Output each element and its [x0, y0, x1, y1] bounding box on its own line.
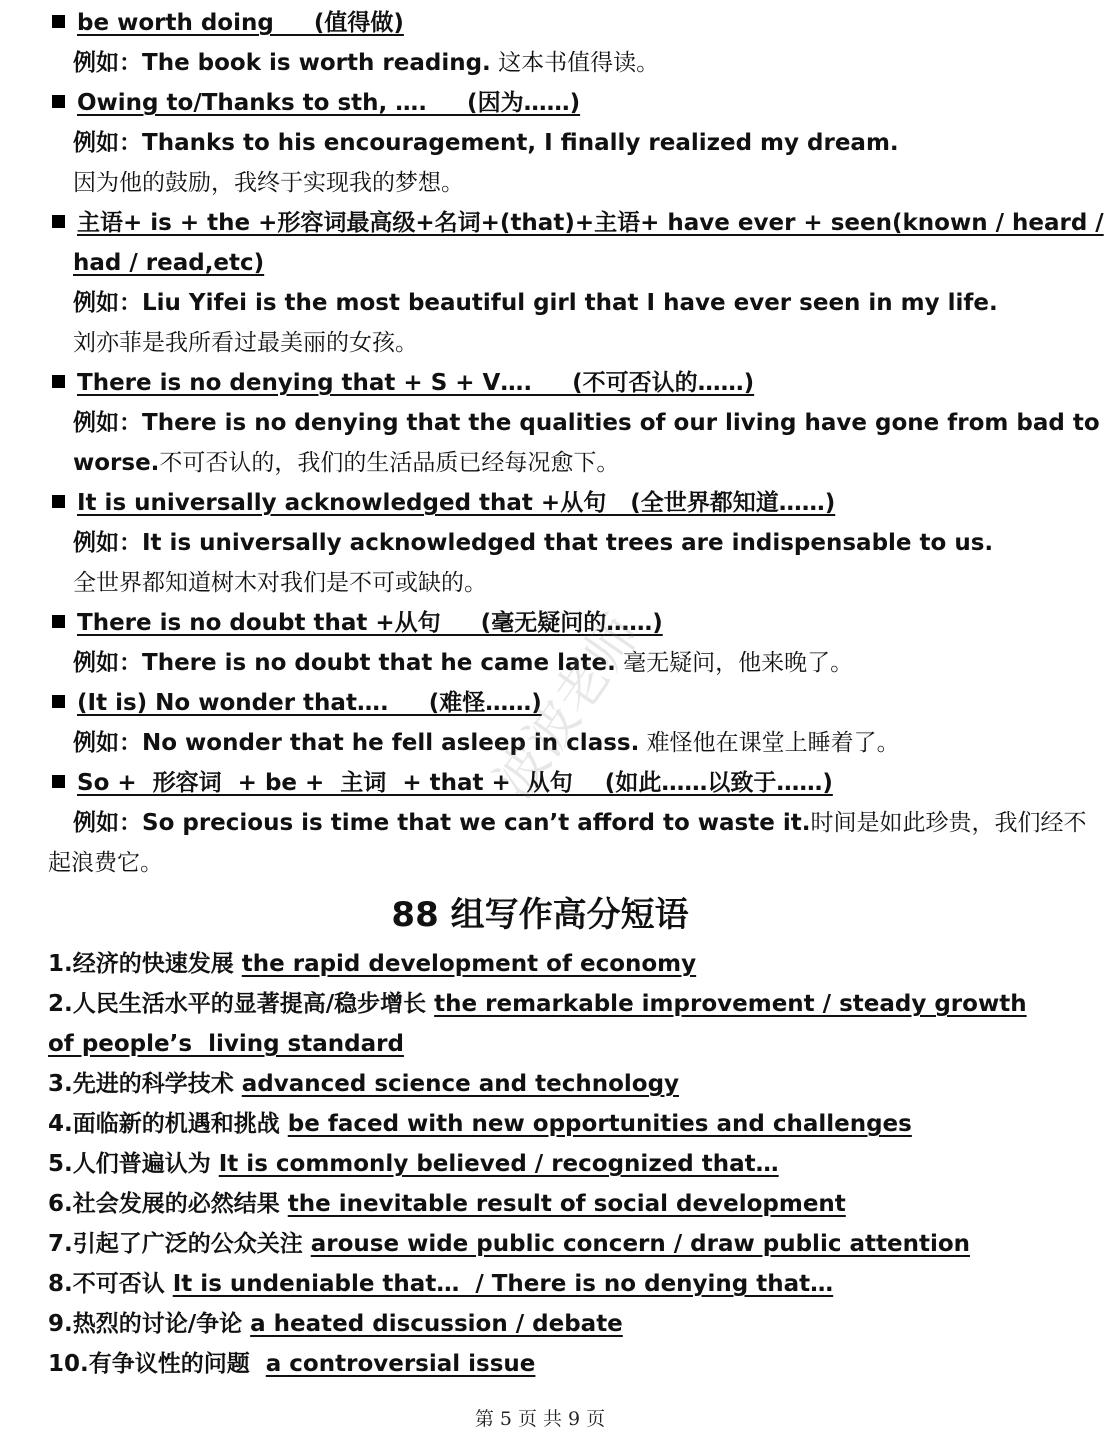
example-en: 例如：Liu Yifei is the most beautiful girl that I have ever seen in my life. [73, 290, 998, 316]
phrase-zh: 9.热烈的讨论/争论 [48, 1311, 251, 1337]
phrase-item [48, 984, 1044, 1024]
example-zh: 起浪费它。 [48, 850, 163, 876]
phrase-zh: 7.引起了广泛的公众关注 [48, 1231, 311, 1257]
example-en: 例如：So precious is time that we can’t afford to waste it. [73, 810, 811, 836]
example-line [73, 523, 1044, 563]
example-line [73, 563, 1044, 603]
example-line [73, 283, 1044, 323]
example-en: 例如：It is universally acknowledged that trees are indispensable to us. [73, 530, 994, 556]
phrase-zh: 1.经济的快速发展 [48, 951, 242, 977]
phrase-item [48, 1064, 1044, 1104]
phrase-item [48, 944, 1044, 984]
square-bullet-icon [52, 95, 65, 108]
entry-phrase [48, 3, 1044, 43]
phrase-zh: 10.有争议性的问题 [48, 1351, 266, 1377]
square-bullet-icon [52, 15, 65, 28]
example-line [73, 323, 1044, 363]
entry-phrase [48, 483, 1044, 523]
example-en: 例如：Thanks to his encouragement, I finally realized my dream. [73, 130, 899, 156]
example-line [73, 123, 1044, 163]
phrase-zh: 2.人民生活水平的显著提高/稳步增长 [48, 991, 435, 1017]
phrase-en: arouse wide public concern / draw public attention [310, 1231, 971, 1257]
phrase-en: a heated discussion / debate [250, 1311, 623, 1337]
phrase-en: be faced with new opportunities and challenges [287, 1111, 912, 1137]
entry-phrase [48, 83, 1044, 123]
watermark: 波波老师 [483, 604, 653, 810]
phrase-en: It is undeniable that… / There is no denying that… [172, 1271, 834, 1297]
phrase-item [48, 1304, 1044, 1344]
phrase-text: There is no denying that + S + V…. (不可否认的……) [77, 370, 755, 396]
example-en: 例如：There is no doubt that he came late. [73, 650, 616, 676]
phrase-text: had / read,etc) [73, 250, 265, 276]
example-line [73, 443, 1044, 483]
example-line [73, 163, 1044, 203]
entry-phrase [48, 203, 1104, 243]
phrase-zh: 4.面临新的机遇和挑战 [48, 1111, 288, 1137]
phrase-text: Owing to/Thanks to sth, …. (因为……) [77, 90, 581, 116]
square-bullet-icon [52, 495, 65, 508]
example-zh: 难怪他在课堂上睡着了。 [639, 730, 900, 756]
phrase-text: be worth doing (值得做) [77, 10, 404, 36]
phrase-item-cont [48, 1024, 1044, 1064]
example-zh: 全世界都知道树木对我们是不可或缺的。 [73, 570, 487, 596]
phrase-en: advanced science and technology [241, 1071, 680, 1097]
section-title: 88 组写作高分短语 [391, 895, 689, 935]
phrase-text: It is universally acknowledged that +从句 (全世界都知道……) [77, 490, 836, 516]
square-bullet-icon [52, 375, 65, 388]
square-bullet-icon [52, 215, 65, 228]
phrase-item [48, 1104, 1044, 1144]
phrase-item [48, 1144, 1044, 1184]
phrase-item [48, 1184, 1044, 1224]
phrase-zh: 8.不可否认 [48, 1271, 173, 1297]
example-zh: 时间是如此珍贵，我们经不 [810, 810, 1087, 836]
phrase-zh: 3.先进的科学技术 [48, 1071, 242, 1097]
example-zh: 刘亦菲是我所看过最美丽的女孩。 [73, 330, 418, 356]
phrase-item [48, 1264, 1044, 1304]
phrase-en: It is commonly believed / recognized that… [218, 1151, 779, 1177]
phrase-item [48, 1344, 1044, 1384]
square-bullet-icon [52, 615, 65, 628]
phrase-en: a controversial issue [265, 1351, 536, 1377]
entry-phrase [48, 603, 1044, 643]
entry-phrase [48, 363, 1044, 403]
example-en: 例如：The book is worth reading. [73, 50, 491, 76]
phrase-text: 主语+ is + the +形容词最高级+名词+(that)+主语+ have ever + seen(known / heard / [77, 210, 1104, 236]
phrase-en: the inevitable result of social development [287, 1191, 846, 1217]
example-en: 例如：No wonder that he fell asleep in class. [73, 730, 640, 756]
phrase-en: the remarkable improvement / steady growth [434, 991, 1027, 1017]
phrase-text: So + 形容词 + be + 主词 + that + 从句 (如此……以致于……) [77, 770, 833, 796]
example-line [73, 43, 1044, 83]
example-line [73, 403, 1100, 443]
example-zh: 毫无疑问，他来晚了。 [615, 650, 854, 676]
phrase-en: the rapid development of economy [241, 951, 697, 977]
square-bullet-icon [52, 775, 65, 788]
example-line [73, 803, 1087, 843]
example-en: worse. [73, 450, 160, 476]
entry-phrase-cont [73, 243, 1044, 283]
example-en: 例如：There is no denying that the qualities of our living have gone from bad to [73, 410, 1100, 436]
phrase-text: (It is) No wonder that…. (难怪……) [77, 690, 542, 716]
example-zh: 因为他的鼓励，我终于实现我的梦想。 [73, 170, 464, 196]
phrase-item [48, 1224, 1044, 1264]
example-line [48, 843, 1044, 883]
example-zh: 这本书值得读。 [490, 50, 660, 76]
example-zh: 不可否认的，我们的生活品质已经每况愈下。 [159, 450, 620, 476]
square-bullet-icon [52, 695, 65, 708]
phrase-text: There is no doubt that +从句 (毫无疑问的……) [77, 610, 663, 636]
phrase-zh: 6.社会发展的必然结果 [48, 1191, 288, 1217]
phrase-en: of people’s living standard [48, 1031, 404, 1057]
page-footer: 第 5 页 共 9 页 [474, 1408, 606, 1430]
phrase-zh: 5.人们普遍认为 [48, 1151, 219, 1177]
